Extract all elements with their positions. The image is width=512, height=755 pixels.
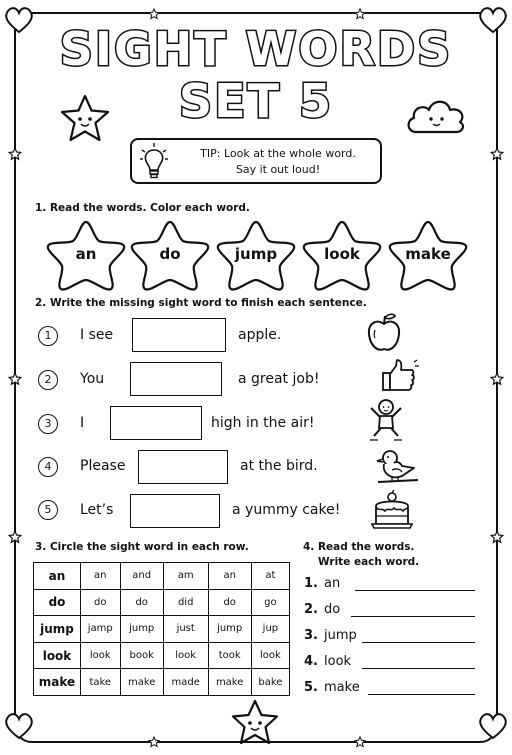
star-word-label: an bbox=[75, 245, 97, 263]
section-1-heading: 1. Read the words. Color each word. bbox=[35, 202, 250, 214]
write-item-number: 1. bbox=[304, 576, 318, 591]
target-word: jump bbox=[34, 616, 81, 643]
word-option[interactable]: at bbox=[251, 563, 289, 590]
page-subtitle: SET 5 bbox=[179, 74, 333, 128]
write-line[interactable] bbox=[355, 590, 475, 591]
sentence-end: apple. bbox=[238, 327, 282, 343]
answer-blank[interactable] bbox=[138, 450, 228, 484]
write-item-word: jump bbox=[324, 628, 357, 643]
table-row bbox=[34, 669, 290, 696]
star-icon bbox=[490, 372, 504, 386]
write-item-word: look bbox=[324, 654, 352, 669]
star-icon bbox=[354, 8, 366, 20]
bird-icon bbox=[374, 446, 420, 488]
write-item-number: 2. bbox=[304, 602, 318, 617]
sentence-start: Please bbox=[80, 458, 126, 474]
section-3-heading: 3. Circle the sight word in each row. bbox=[35, 541, 249, 553]
section-2-heading: 2. Write the missing sight word to finish each sentence. bbox=[35, 297, 367, 309]
write-item-word: do bbox=[324, 602, 341, 617]
answer-blank[interactable] bbox=[110, 406, 202, 440]
page-title: SIGHT WORDS bbox=[59, 22, 453, 76]
write-item-number: 4. bbox=[304, 654, 318, 669]
write-line[interactable] bbox=[362, 668, 475, 669]
sentence-start: I see bbox=[80, 327, 114, 343]
sentence-end: high in the air! bbox=[211, 415, 315, 431]
heart-icon bbox=[478, 712, 508, 740]
target-word: an bbox=[34, 563, 81, 590]
star-icon bbox=[8, 147, 22, 161]
tip-line-1: TIP: Look at the whole word. bbox=[200, 147, 356, 160]
table-row bbox=[34, 616, 290, 643]
word-option[interactable]: look bbox=[251, 642, 289, 669]
smiling-star-icon bbox=[56, 93, 114, 145]
cloud-icon bbox=[404, 94, 468, 136]
write-item-number: 5. bbox=[304, 680, 318, 695]
sentence-end: at the bird. bbox=[240, 458, 318, 474]
star-icon bbox=[8, 372, 22, 386]
circle-word-table bbox=[33, 562, 290, 696]
answer-blank[interactable] bbox=[130, 362, 222, 396]
sentence-end: a yummy cake! bbox=[232, 502, 341, 518]
star-icon bbox=[148, 736, 160, 748]
write-item-word: an bbox=[324, 576, 341, 591]
word-option[interactable]: took bbox=[208, 642, 251, 669]
word-option[interactable]: an bbox=[81, 563, 121, 590]
target-word: make bbox=[34, 669, 81, 696]
heart-icon bbox=[4, 712, 34, 740]
section-4-heading: 4. Read the words. bbox=[303, 541, 415, 553]
word-option[interactable]: an bbox=[208, 563, 251, 590]
sentence-number: 3 bbox=[38, 414, 58, 434]
star-icon bbox=[354, 736, 366, 748]
answer-blank[interactable] bbox=[130, 494, 220, 528]
tip-text bbox=[180, 146, 376, 178]
word-option[interactable]: am bbox=[163, 563, 208, 590]
table-row bbox=[34, 589, 290, 616]
word-option[interactable]: bake bbox=[251, 669, 289, 696]
word-option[interactable]: go bbox=[251, 589, 289, 616]
word-option[interactable]: do bbox=[208, 589, 251, 616]
smiling-star-icon bbox=[226, 698, 284, 748]
cake-icon bbox=[370, 490, 414, 534]
apple-icon bbox=[366, 312, 402, 354]
star-word-label: do bbox=[159, 245, 181, 263]
word-option[interactable]: do bbox=[120, 589, 163, 616]
tip-line-2: Say it out loud! bbox=[235, 163, 321, 176]
sentence-number: 5 bbox=[38, 500, 58, 520]
table-row bbox=[34, 642, 290, 669]
sentence-end: a great job! bbox=[238, 371, 320, 387]
star-icon bbox=[490, 530, 504, 544]
table-row bbox=[34, 563, 290, 590]
target-word: look bbox=[34, 642, 81, 669]
word-option[interactable]: look bbox=[81, 642, 121, 669]
star-word-label: look bbox=[324, 245, 360, 263]
word-option[interactable]: jump bbox=[208, 616, 251, 643]
write-item-number: 3. bbox=[304, 628, 318, 643]
lightbulb-icon bbox=[140, 142, 168, 182]
word-option[interactable]: take bbox=[81, 669, 121, 696]
word-option[interactable]: look bbox=[163, 642, 208, 669]
sentence-start: Let’s bbox=[80, 502, 114, 518]
sentence-start: I bbox=[80, 415, 85, 431]
word-option[interactable]: jump bbox=[120, 616, 163, 643]
word-option[interactable]: make bbox=[208, 669, 251, 696]
word-option[interactable]: jup bbox=[251, 616, 289, 643]
star-word-label: jump bbox=[234, 245, 278, 263]
word-option[interactable]: just bbox=[163, 616, 208, 643]
word-option[interactable]: make bbox=[120, 669, 163, 696]
section-4-subheading: Write each word. bbox=[318, 556, 420, 568]
word-option[interactable]: and bbox=[120, 563, 163, 590]
jumping-kid-icon bbox=[366, 396, 406, 442]
target-word: do bbox=[34, 589, 81, 616]
write-line[interactable] bbox=[362, 642, 475, 643]
write-line[interactable] bbox=[368, 694, 475, 695]
sentence-start: You bbox=[80, 371, 105, 387]
star-word-label: make bbox=[405, 245, 451, 263]
write-item-word: make bbox=[324, 680, 360, 695]
star-icon bbox=[490, 147, 504, 161]
answer-blank[interactable] bbox=[132, 318, 226, 352]
write-line[interactable] bbox=[351, 616, 475, 617]
word-option[interactable]: made bbox=[163, 669, 208, 696]
word-option[interactable]: jamp bbox=[81, 616, 121, 643]
word-option[interactable]: did bbox=[163, 589, 208, 616]
word-option[interactable]: book bbox=[120, 642, 163, 669]
star-icon bbox=[148, 8, 160, 20]
sentence-number: 4 bbox=[38, 457, 58, 477]
thumbs-up-icon bbox=[380, 358, 420, 394]
star-icon bbox=[8, 530, 22, 544]
word-option[interactable]: do bbox=[81, 589, 121, 616]
sentence-number: 2 bbox=[38, 370, 58, 390]
sentence-number: 1 bbox=[38, 326, 58, 346]
